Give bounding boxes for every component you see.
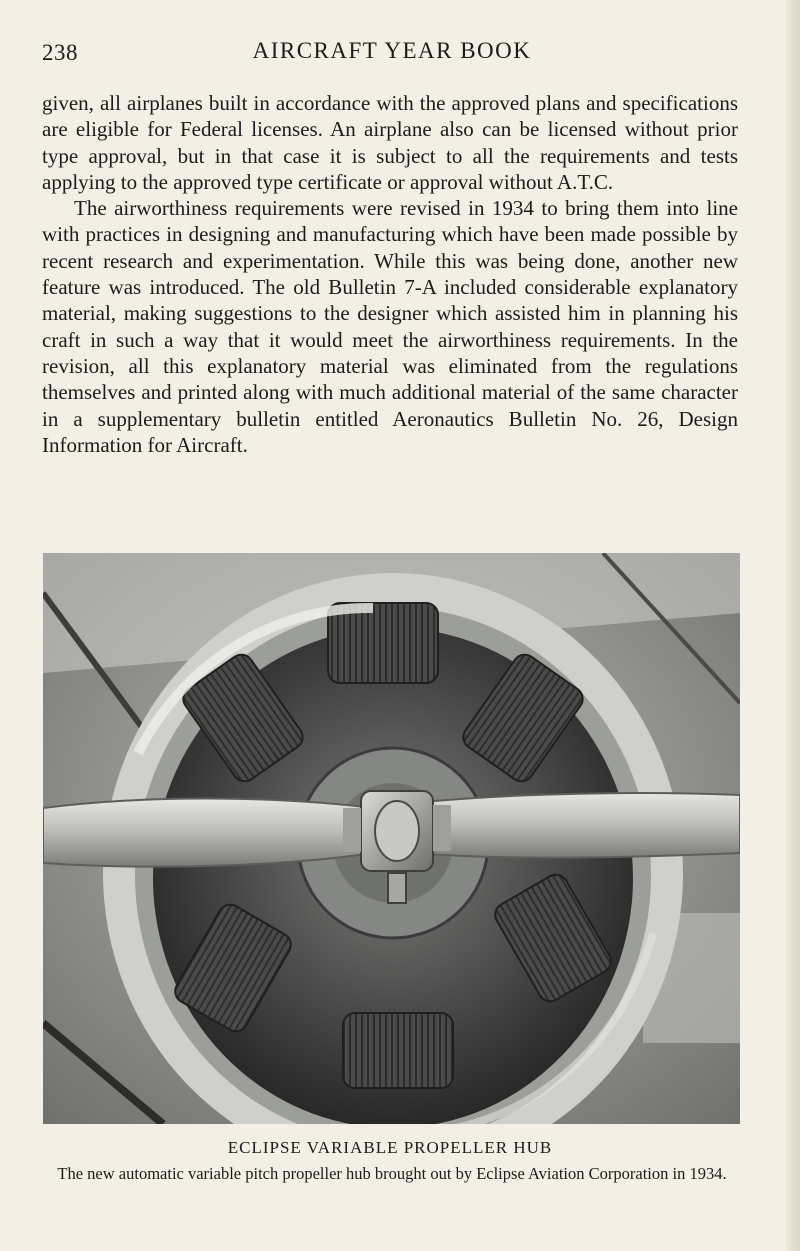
body-text (42, 90, 738, 458)
paragraph-2: The airworthiness requirements were revised in 1934 to bring them into line with practices in designing and manufacturing which have been made possible by recent research and experimentation. While this was being done, another new feature was introduced. The old Bulletin 7-A included considerable explanatory material, making suggestions to the designer which assisted him in planning his craft in such a way that it would meet the airworthiness requirements. In the revision, all this explanatory material was eliminated from the regulations themselves and printed along with much additional material of the same character in a supplementary bulletin entitled Aeronautics Bulletin No. 26, Design Information for Aircraft. (42, 196, 738, 457)
figure-caption: The new automatic variable pitch propeller hub brought out by Eclipse Aviation Corporation in 1934. (57, 1164, 727, 1183)
running-title: AIRCRAFT YEAR BOOK (252, 38, 532, 63)
propeller-hub-illustration (43, 553, 740, 1124)
page-number: 238 (42, 40, 78, 65)
propeller-hub-photo (43, 553, 740, 1124)
page-edge (786, 0, 800, 1251)
paragraph-1: given, all airplanes built in accordance with the approved plans and specifications are eligible for Federal licenses. An airplane also can be licensed without prior type approval, but in that case it is subject to all the requirements and tests applying to the approved type certificate or approval without A.T.C. (42, 91, 738, 194)
page-header (42, 36, 742, 70)
figure-title: ECLIPSE VARIABLE PROPELLER HUB (227, 1138, 553, 1157)
